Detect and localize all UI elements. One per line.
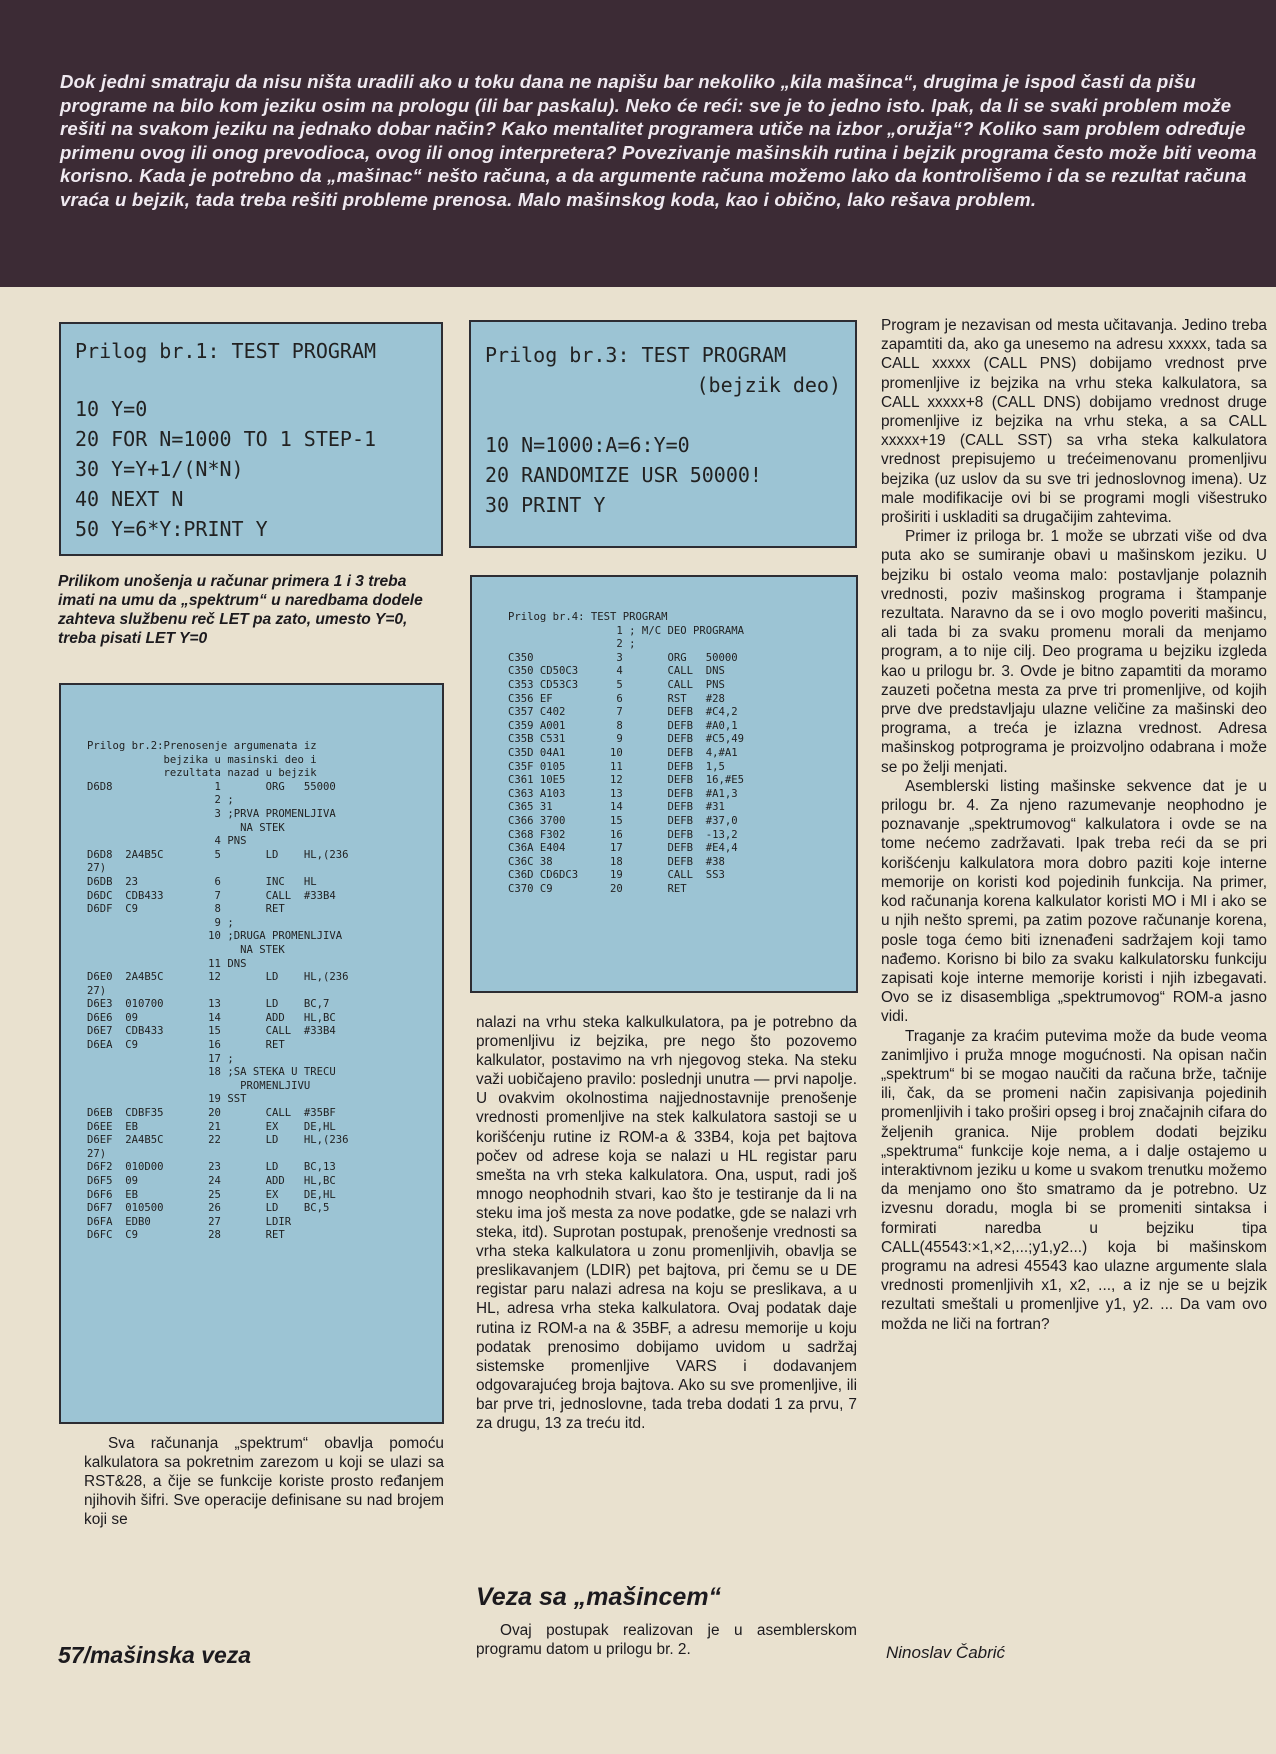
paragraph: Traganje za kraćim putevima može da bude veoma zanimljivo i pruža mnoge mogućnosti. Na opisan način „spektrum“ bi se mogao naučiti da računa brže, tačnije ili, čak, da se promeni način zapisivanja pojedinih promenljivih i tako proširi opseg i broj značajnih cifara do željenih granica. Nije problem dodati bejziku „spektruma“ funkcije koje nema, a i dalje ostajemo u interaktivnom jeziku u kome u svakom trenutku možemo da menjamo ono što smatramo da je potrebno. Uz izvesnu doradu, mogla bi se promeniti sintaksa i formirati naredba u bejziku tipa CALL(45543:×1,×2,...;y1,y2...) koja bi mašinskom programu na adresi 45543 kao ulazne argumente slala vrednosti promenljivih x1, x2, ..., a iz nje se u bejzik rezultati smeštali u promenljive y1, y2. ... Da vam ovo možda ne liči na fortran?	[881, 1027, 1267, 1333]
code-line: 30 PRINT Y	[485, 493, 606, 517]
code-line: 3 ;PRVA PROMENLJIVA	[87, 807, 336, 820]
code-line: D6DF C9 8 RET	[87, 903, 285, 916]
code-line: Prilog br.2:Prenosenje argumenata iz	[87, 740, 317, 752]
paragraph: Asemblerski listing mašinske sekvence dat je u prilogu br. 4. Za njeno razumevanje neophodno je poznavanje „spektrumovog“ kalkulatora i ovde se na tome nećemo zadržavati. Ipak treba reći da se pri korišćenju kalkulatora mora dobro paziti koje interne memorije on koristi kod pojedinih funkcija. Na primer, kod računanja korena kalkulator koristi MO i MI i ako se u njih nešto spremi, pa zatim pozove računanje korena, posle toga ćemo biti iznenađeni sadržajem koji tamo nađemo. Korisno bi bilo za svaku kalkulatorsku funkciju zapisati koje interne memorije koristi i njih izbegavati. Ovo se iz disasembliga „spektrumovog“ ROM-a jasno vidi.	[881, 777, 1267, 1026]
code-line: D6DB 23 6 INC HL	[87, 875, 317, 888]
listing-prilog-2	[59, 683, 444, 1424]
code-line: D6F6 EB 25 EX DE,HL	[87, 1188, 336, 1201]
code-line: NA STEK	[87, 943, 285, 956]
column-3-text	[881, 316, 1267, 1334]
paragraph: Sva računanja „spektrum“ obavlja pomoću kalkulatora sa pokretnim zarezom u koji se ulazi sa RST&28, a čije se funkcije koriste prosto ređanjem njihovih šifri. Sve operacije definisane su nad brojem koji se	[84, 1435, 444, 1528]
code-line: D6F5 09 24 ADD HL,BC	[87, 1175, 336, 1187]
code-line: C353 CD53C3 5 CALL PNS	[508, 678, 725, 691]
code-line: C356 EF 6 RST #28	[508, 692, 725, 705]
code-line: C35F 0105 11 DEFB 1,5	[508, 760, 725, 773]
code-line: 27)	[87, 862, 107, 875]
code-line: NA STEK	[87, 821, 285, 834]
code-line: C35D 04A1 10 DEFB 4,#A1	[508, 746, 738, 759]
code-line: 27)	[87, 984, 107, 997]
code-line: D6D8 2A4B5C 5 LD HL,(236	[87, 848, 349, 861]
code-line: 19 SST	[87, 1093, 247, 1106]
code-line: 1 ; M/C DEO PROGRAMA	[508, 624, 744, 637]
code-line: C36C 38 18 DEFB #38	[508, 855, 725, 868]
listing-prilog-4	[470, 575, 858, 993]
code-line: D6EA C9 16 RET	[87, 1039, 285, 1052]
code-line: 50 Y=6*Y:PRINT Y	[75, 517, 268, 541]
code-line: 27)	[87, 1147, 107, 1160]
code-line: C366 3700 15 DEFB #37,0	[508, 814, 738, 827]
code-line: D6FC C9 28 RET	[87, 1229, 285, 1242]
code-line: C35B C531 9 DEFB #C5,49	[508, 733, 744, 746]
code-line: bejzika u masinski deo i	[87, 753, 317, 766]
code-line: C361 10E5 12 DEFB 16,#E5	[508, 774, 744, 787]
listing-title: Prilog br.3: TEST PROGRAM	[485, 343, 787, 367]
code-line: C359 A001 8 DEFB #A0,1	[508, 719, 738, 732]
code-line: 10 Y=0	[75, 397, 148, 421]
code-line: D6EE EB 21 EX DE,HL	[87, 1120, 336, 1133]
code-line: C363 A103 13 DEFB #A1,3	[508, 787, 738, 800]
listing-prilog-1	[59, 322, 443, 556]
code-line: 20 FOR N=1000 TO 1 STEP-1	[75, 427, 377, 451]
code-line: C350 3 ORG 50000	[508, 651, 738, 664]
paragraph: Primer iz priloga br. 1 može se ubrzati više od dva puta ako se sumiranje obavi u mašinskom jeziku. U bejziku bi ostalo veoma malo: postavljanje polaznih vrednosti, poziv mašinskog programa i štampanje rezultata. Naravno da se i ovo moglo poveriti mašincu, ali tada bi za svaku promenu morali da menjamo program, a to nije cilj. Deo programa u bejziku izgleda kao u prilogu br. 3. Ovde je bitno zapamtiti da moramo zauzeti početna mesta za prve tri promenljive, od kojih prve dve predstavljaju ulazne veličine za mašinski deo programa, a treća je izlazna vrednost. Adresa mašinskog potprograma je proizvoljno odabrana i može se po želji menjati.	[881, 528, 1267, 776]
code-line: D6FA EDB0 27 LDIR	[87, 1215, 292, 1228]
code-line: D6E7 CDB433 15 CALL #33B4	[87, 1025, 336, 1038]
code-line: 40 NEXT N	[75, 487, 184, 511]
code-line: D6E3 010700 13 LD BC,7	[87, 998, 330, 1011]
paragraph: Ovaj postupak realizovan je u asemblerskom programu datom u prilogu br. 2.	[476, 1622, 857, 1659]
paragraph: nalazi na vrhu steka kalkulkulatora, pa je potrebno da promenljivu iz bejzika, pre nego što pozovemo kalkulator, postavimo na vrh njegovog steka. Na steku važi uobičajeno pravilo: poslednji unutra — prvi napolje. U ovakvim okolnostima najjednostavnije prenošenje vrednosti promenljive na stek kalkulatora sastoji se u korišćenju rutine iz ROM-a & 33B4, koja pet bajtova počev od adrese koja se nalazi u HL registar paru smešta na vrh steka kalkulatora. Ona, usput, radi još mnogo neophodnih stvari, kao što je testiranje da li na steku ima još mesta za nove podatke, gde se nalazi vrh steka, itd). Suprotan postupak, prenošenje vrednosti sa vrha steka kalkulatora u zonu promenljivih, obavlja se preslikavanjem (LDIR) pet bajtova, pri čemu se u DE registar paru nalazi adresa na koju se preslikava, a u HL, adresa vrha steka kalkulatora. Ovaj podatak daje rutina iz ROM-a na & 35BF, a adresu memorije u koju podatak prenosimo dobijamo uvidom u sadržaj sistemske promenljive VARS i dodavanjem odgovarajućeg broja bajtova. Ako su sve promenljive, ili bar prve tri, jednoslovne, tada treba dodati 1 za prvu, 7 za drugu, 13 za treću itd.	[476, 1014, 857, 1432]
intro-text: Dok jedni smatraju da nisu ništa uradili ako u toku dana ne napišu bar nekoliko „kila mašinca“, drugima je ispod časti da pišu programe na bilo kom jeziku osim na prologu (ili bar paskalu). Neko će reći: sve je to jedno isto. Ipak, da li se svaki problem može rešiti na svakom jeziku na jednako dobar način? Kako mentalitet programera utiče na izbor „oružja“? Koliko sam problem određuje primenu ovog ili onog prevodioca, ovog ili onog interpretera? Povezivanje mašinskih rutina i bejzik programa često može biti veoma korisno. Kada je potrebno da „mašinac“ nešto računa, a da argumente računa možemo lako da kontrolišemo i da se rezultat računa vraća u bejzik, tada treba rešiti probleme prenosa. Malo mašinskog koda, kao i obično, lako rešava problem.	[60, 71, 1257, 210]
code-line: C350 CD50C3 4 CALL DNS	[508, 665, 725, 678]
section-heading: Veza sa „mašincem“	[476, 1583, 722, 1611]
page-folio: 57/mašinska veza	[58, 1642, 252, 1668]
paragraph: Program je nezavisan od mesta učitavanja. Jedino treba zapamtiti da, ako ga unesemo na adresu xxxxx, tada sa CALL xxxxx (CALL PNS) dobijamo vrednost prve promenljive iz bejzika na vrhu steka kalkulatora, sa CALL xxxxx+8 (CALL DNS) dobijamo vrednost druge promenljive iz bejzika na vrhu steka, a sa CALL xxxxx+19 (CALL SST) sa vrha steka kalkulatora vrednost prepisujemo u trećeimenovanu promenljivu bejzika (uz uslov da su sve tri jednoslovnog imena). Uz male modifikacije ovi bi se programi mogli višestruko proširiti i uskladiti sa drugačijim zahtevima.	[881, 317, 1267, 527]
code-line: D6F7 010500 26 LD BC,5	[87, 1202, 330, 1215]
code-line: 17 ;	[87, 1052, 234, 1065]
listing-subtitle: (bejzik deo)	[696, 373, 841, 397]
author-signature: Ninoslav Čabrić	[886, 1643, 1006, 1662]
code-line: 11 DNS	[87, 957, 247, 970]
code-line: C357 C402 7 DEFB #C4,2	[508, 706, 738, 719]
code-line: 10 N=1000:A=6:Y=0	[485, 433, 690, 457]
code-line: C36D CD6DC3 19 CALL SS3	[508, 869, 725, 882]
code-line: Prilog br.4: TEST PROGRAM	[508, 611, 668, 623]
code-line: D6EB CDBF35 20 CALL #35BF	[87, 1107, 336, 1120]
code-line: 20 RANDOMIZE USR 50000!	[485, 463, 762, 487]
code-line: 4 PNS	[87, 835, 247, 848]
code-line: 30 Y=Y+1/(N*N)	[75, 457, 244, 481]
column-2-after	[476, 1621, 857, 1659]
code-line: PROMENLJIVU	[87, 1079, 311, 1092]
listing-prilog-3	[469, 320, 857, 548]
column-1-text	[84, 1434, 444, 1529]
code-line: 9 ;	[87, 916, 234, 929]
listing-caption: Prilikom unošenja u računar primera 1 i 3 treba imati na umu da „spektrum“ u naredbama dodele zahteva službenu reč LET pa zato, umesto Y=0, treba pisati LET Y=0	[58, 573, 423, 647]
code-line: 2 ;	[87, 794, 234, 807]
code-line: D6E0 2A4B5C 12 LD HL,(236	[87, 971, 349, 984]
code-line: rezultata nazad u bejzik	[87, 767, 317, 780]
code-line: D6DC CDB433 7 CALL #33B4	[87, 889, 336, 902]
code-line: D6EF 2A4B5C 22 LD HL,(236	[87, 1134, 349, 1147]
code-line: 10 ;DRUGA PROMENLJIVA	[87, 930, 343, 943]
listing-title: Prilog br.1: TEST PROGRAM	[75, 339, 377, 363]
code-line: 18 ;SA STEKA U TRECU	[87, 1066, 336, 1079]
code-line: C368 F302 16 DEFB -13,2	[508, 828, 738, 841]
code-line: D6E6 09 14 ADD HL,BC	[87, 1011, 336, 1024]
code-line: C365 31 14 DEFB #31	[508, 801, 725, 814]
code-line: D6F2 010D00 23 LD BC,13	[87, 1161, 336, 1174]
code-line: C370 C9 20 RET	[508, 882, 687, 895]
column-2-text	[476, 1013, 857, 1433]
code-line: D6D8 1 ORG 55000	[87, 780, 336, 793]
code-line: 2 ;	[508, 638, 636, 651]
code-line: C36A E404 17 DEFB #E4,4	[508, 842, 738, 855]
